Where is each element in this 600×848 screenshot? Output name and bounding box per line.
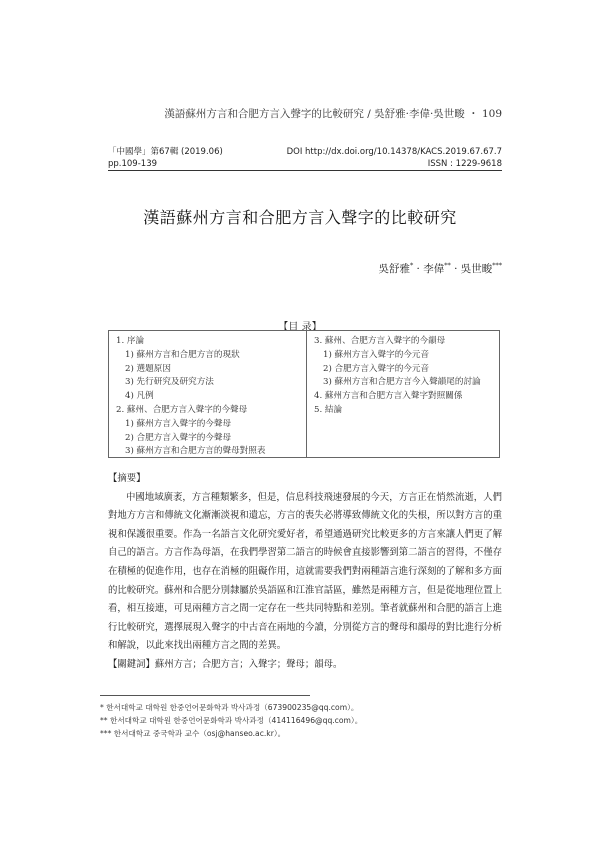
toc-item: 2) 合肥方言入聲字的今聲母 xyxy=(125,432,232,443)
footnote-3: *** 한서대학교 중국학과 교수（osj@hanseo.ac.kr）。 xyxy=(100,729,286,738)
toc-item: 1) 蘇州方言和合肥方言的現狀 xyxy=(125,349,240,360)
toc-item: 5. 結論 xyxy=(314,404,343,415)
issn: ISSN : 1229-9618 xyxy=(427,159,502,169)
running-head: 漢語蘇州方言和合肥方言入聲字的比較研究 / 吳舒雅·李偉·吳世畯 ・ 109 xyxy=(164,108,502,120)
article-meta xyxy=(108,146,502,170)
footnote-1: * 한서대학교 대학원 한중언어문화학과 박사과정（673900235@qq.com）。 xyxy=(100,703,359,712)
toc-item: 3) 蘇州方言和合肥方言的聲母對照表 xyxy=(125,446,266,457)
toc-right-column xyxy=(314,335,498,418)
toc-heading: 【目 录】 xyxy=(278,322,322,333)
author-1: 吳舒雅 xyxy=(378,263,410,275)
toc-item: 2) 選題原因 xyxy=(125,363,171,374)
abstract-paragraph: 中國地域廣袤，方言種類繁多，但是，信息科技飛速發展的今天，方言正在悄然流逝，人們對地方方言和傳統文化漸漸淡視和遺忘，方言的喪失必將導致傳統文化的失根，所以對方言的重視和保護很重要。作為一名語言文化研究愛好者，希望通過研究比較更多的方言來讓人們更了解自己的語言。方言作為母語，在我們學習第二語言的時候會直接影響到第二語言的習得，不僅存在積極的促進作用，也存在消極的阻礙作用，這就需要我們對兩種語言進行深刻的了解和多方面的比較研究。蘇州和合肥分別隸屬於吳語區和江淮官話區，雖然是兩種方言，但是從地理位置上看，相互接連，可見兩種方言之間一定存在一些共同特點和差別。筆者就蘇州和合肥的語言上進行比較研究，選擇展現入聲字的中古音在兩地的今讀，分別從方言的聲母和韻母的對比進行分析和解說，以此來找出兩種方言之間的差異。 xyxy=(108,491,502,652)
footnote-divider xyxy=(100,695,310,696)
meta-divider xyxy=(108,170,502,171)
toc-item: 2) 合肥方言入聲字的今元音 xyxy=(323,363,430,374)
author-1-mark: * xyxy=(409,261,414,270)
doi-link[interactable]: DOI http://dx.doi.org/10.14378/KACS.2019.67.67.7 xyxy=(286,147,502,157)
toc-item: 3) 蘇州方言和合肥方言今入聲韻尾的討論 xyxy=(323,377,481,388)
toc-item: 3) 先行研究及研究方法 xyxy=(125,377,214,388)
toc-item: 3. 蘇州、合肥方言入聲字的今韻母 xyxy=(314,336,446,346)
author-3-mark: *** xyxy=(492,261,502,270)
toc-item: 4) 凡例 xyxy=(125,391,154,402)
abstract xyxy=(108,470,502,675)
keywords: 【關鍵詞】蘇州方言；合肥方言；入聲字；聲母；韻母。 xyxy=(108,658,343,670)
author-separator: · xyxy=(413,263,424,275)
toc-item: 1. 序論 xyxy=(116,336,145,346)
author-3: 吳世畯 xyxy=(460,263,493,275)
footnote-2: ** 한서대학교 대학원 한중언어문화학과 박사과정（414116496@qq.com）。 xyxy=(100,716,363,725)
abstract-label: 【摘要】 xyxy=(108,473,146,484)
author-separator: · xyxy=(450,263,461,275)
paper-title: 漢語蘇州方言和合肥方言入聲字的比較研究 xyxy=(143,208,457,227)
toc-item: 2. 蘇州、合肥方言入聲字的今聲母 xyxy=(116,404,248,415)
toc-item: 1) 蘇州方言入聲字的今聲母 xyxy=(125,418,232,429)
toc-column-divider xyxy=(306,330,307,458)
page-range: pp.109-139 xyxy=(108,159,158,169)
toc-left-column xyxy=(116,335,302,459)
author-2: 李偉 xyxy=(423,263,445,275)
toc-item: 1) 蘇州方言入聲字的今元音 xyxy=(323,349,430,360)
footnotes xyxy=(100,701,520,740)
author-2-mark: ** xyxy=(444,261,451,270)
toc-item: 4. 蘇州方言和合肥方言入聲字對照關係 xyxy=(314,391,463,402)
journal-info: 「中國學」第67輯 (2019.06) xyxy=(108,147,223,157)
author-line xyxy=(0,261,502,276)
